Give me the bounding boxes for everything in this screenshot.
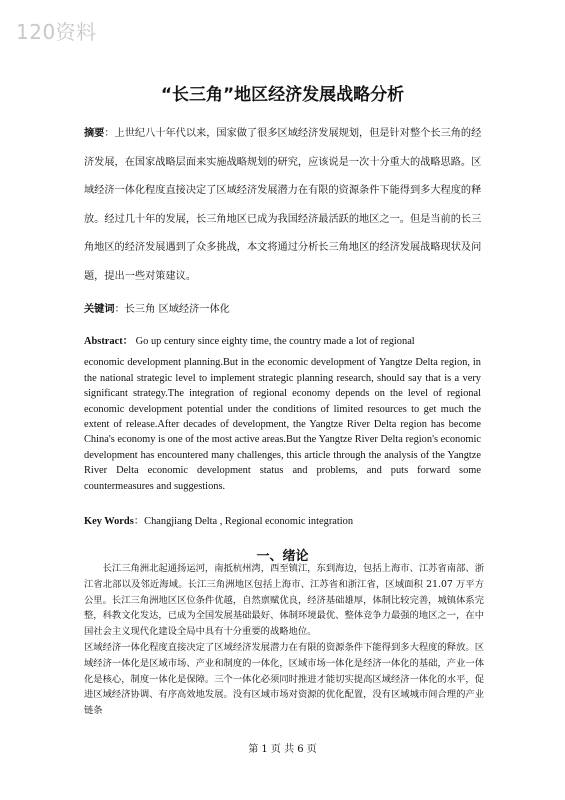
english-keywords-text: ：Changjiang Delta , Regional economic integration <box>133 516 354 527</box>
section-heading: 一、绪论 <box>256 549 309 564</box>
chinese-keywords <box>84 300 230 315</box>
chinese-abstract-label: 摘要 <box>84 128 105 139</box>
english-keywords-label: Key Words <box>84 516 134 527</box>
body-paragraph: 区域经济一体化程度直接决定了区域经济发展潜力在有限的资源条件下能得到多大程度的释放。区域经济一体化是区域市场、产业和制度的一体化，区域市场一体化是经济一体化的基础，产业一体化是核心，制度一体化是保障。三个一体化必须同时推进才能切实提高区域经济一体化的水平，促进区域经济协调、有序高效地发展。没有区域市场对资源的优化配置，没有区域城市间合理的产业链条 <box>84 641 484 717</box>
english-keywords <box>84 512 353 527</box>
chinese-keywords-label: 关键词 <box>84 304 115 315</box>
english-abstract-first-text: Go up century since eighty time, the country made a lot of regional <box>135 336 415 347</box>
chinese-abstract-text: ：上世纪八十年代以来，国家做了很多区域经济发展规划，但是针对整个长三角的经济发展，在国家战略层面来实施战略规划的研究，应该说是一次十分重大的战略思路。区域经济一体化程度直接决定了区域经济发展潜力在有限的资源条件下能得到多大程度的释放。经过几十年的发展，长三角地区已成为我国经济最活跃的地区之一。但是当前的长三角地区的经济发展遇到了众多挑战，本文将通过分析长三角地区的经济发展战略现状及问题，提出一些对策建议。 <box>84 128 482 282</box>
english-abstract <box>84 334 481 494</box>
chinese-keywords-text: ：长三角 区域经济一体化 <box>114 304 230 315</box>
english-abstract-label: Abstract： <box>84 336 134 347</box>
document-title: “长三角”地区经济发展战略分析 <box>160 85 405 105</box>
english-abstract-first-line <box>84 334 481 349</box>
body-paragraph: 长江三角洲北起通扬运河，南抵杭州湾，西至镇江，东到海边，包括上海市、江苏省南部、浙江省北部以及邻近海域。长江三角洲地区包括上海市、江苏省和浙江省，区域面积 21.07 万平方公里。长江三角洲地区区位条件优越，自然禀赋优良，经济基础雄厚，体制比较完善，城镇体系完整，科教文化发达，已成为全国发展基础最好、体制环境最优、整体竞争力最强的地区之一，在中国社会主义现代化建设全局中具有十分重要的战略地位。 <box>84 563 484 638</box>
section-body <box>84 561 484 719</box>
page-footer: 第 1 页 共 6 页 <box>248 744 317 755</box>
watermark: 120资料 <box>16 20 97 44</box>
english-abstract-text: economic development planning.But in the economic development of Yangtze Delta region, in the national strategic level to implement strategic planning research, should say that is a very significant strategy.The integration of regional economy depends on the level of regional economic development potential under the conditions of limited resources to get much the extent of release.After decades of development, the Yangtze River Delta region has become China's economy is one of the most active areas.But the Yangtze River Delta region's economic development has encountered many challenges, this article through the analysis of the Yangtze River Delta economic development status and problems, and puts forward some countermeasures and suggestions. <box>84 357 481 492</box>
chinese-abstract <box>84 120 482 292</box>
